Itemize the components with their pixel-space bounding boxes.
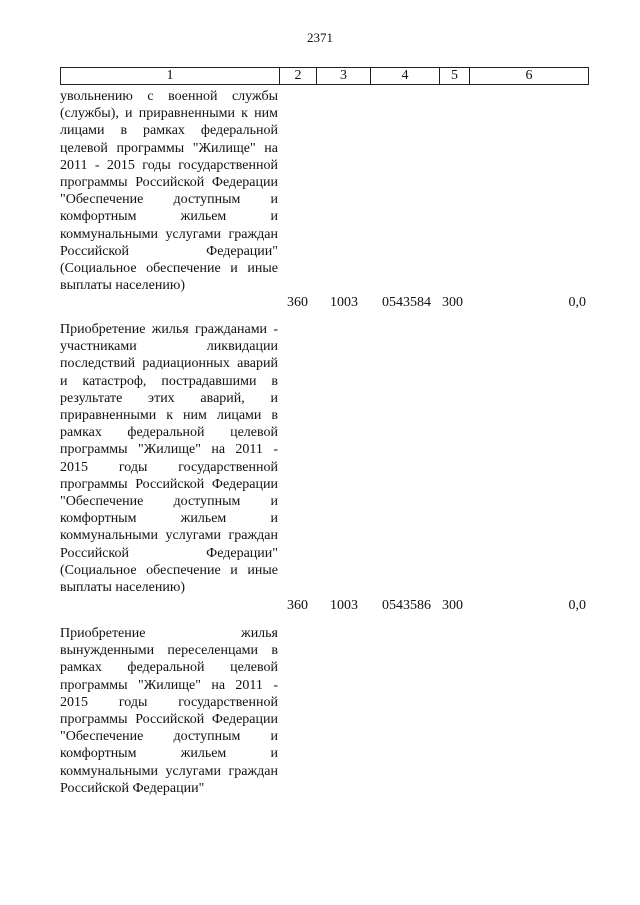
column-header-6: 6 [525, 68, 533, 83]
row-expense-type: 300 [442, 598, 463, 613]
row-admin-code: 360 [287, 598, 308, 613]
row-description: Приобретение жилья вынужденными переселенцами в рамках федеральной целевой программы "Жилище" на 2011 - 2015 годы государственной программы Российской Федерации "Обеспечение доступным и комфортным жильем и коммунальными услугами граждан Российской Федерации" [60, 626, 278, 796]
column-header-2: 2 [280, 68, 317, 84]
row-section-code: 1003 [330, 598, 358, 613]
row-description: увольнению с военной службы (службы), и приравненными к ним лицами в рамках федеральной целевой программы "Жилище" на 2011 - 2015 годы государственной программы Российской Федерации "Обеспечение доступным и комфортным жильем и коммунальными услугами граждан Российской Федерации" (Социальное обеспечение и иные выплаты населению) [60, 89, 278, 294]
row-expense-type: 300 [442, 295, 463, 310]
row-target-code: 0543584 [382, 295, 431, 310]
column-header-5: 5 [440, 68, 470, 84]
column-header-1: 1 [61, 68, 280, 84]
row-target-code: 0543586 [382, 598, 431, 613]
page-number: 2371 [307, 30, 333, 45]
column-header-4: 4 [371, 68, 440, 84]
row-amount: 0,0 [568, 295, 586, 310]
row-section-code: 1003 [330, 295, 358, 310]
table-header-row [60, 67, 589, 85]
row-amount: 0,0 [568, 598, 586, 613]
row-admin-code: 360 [287, 295, 308, 310]
column-header-3: 3 [317, 68, 371, 84]
row-description: Приобретение жилья гражданами - участниками ликвидации последствий радиационных аварий и катастроф, пострадавшими в результате этих аварий, и приравненными к ним лицами в рамках федеральной целевой программы "Жилище" на 2011 - 2015 годы государственной программы Российской Федерации "Обеспечение доступным и комфортным жильем и коммунальными услугами граждан Российской Федерации" (Социальное обеспечение и иные выплаты населению) [60, 322, 278, 596]
